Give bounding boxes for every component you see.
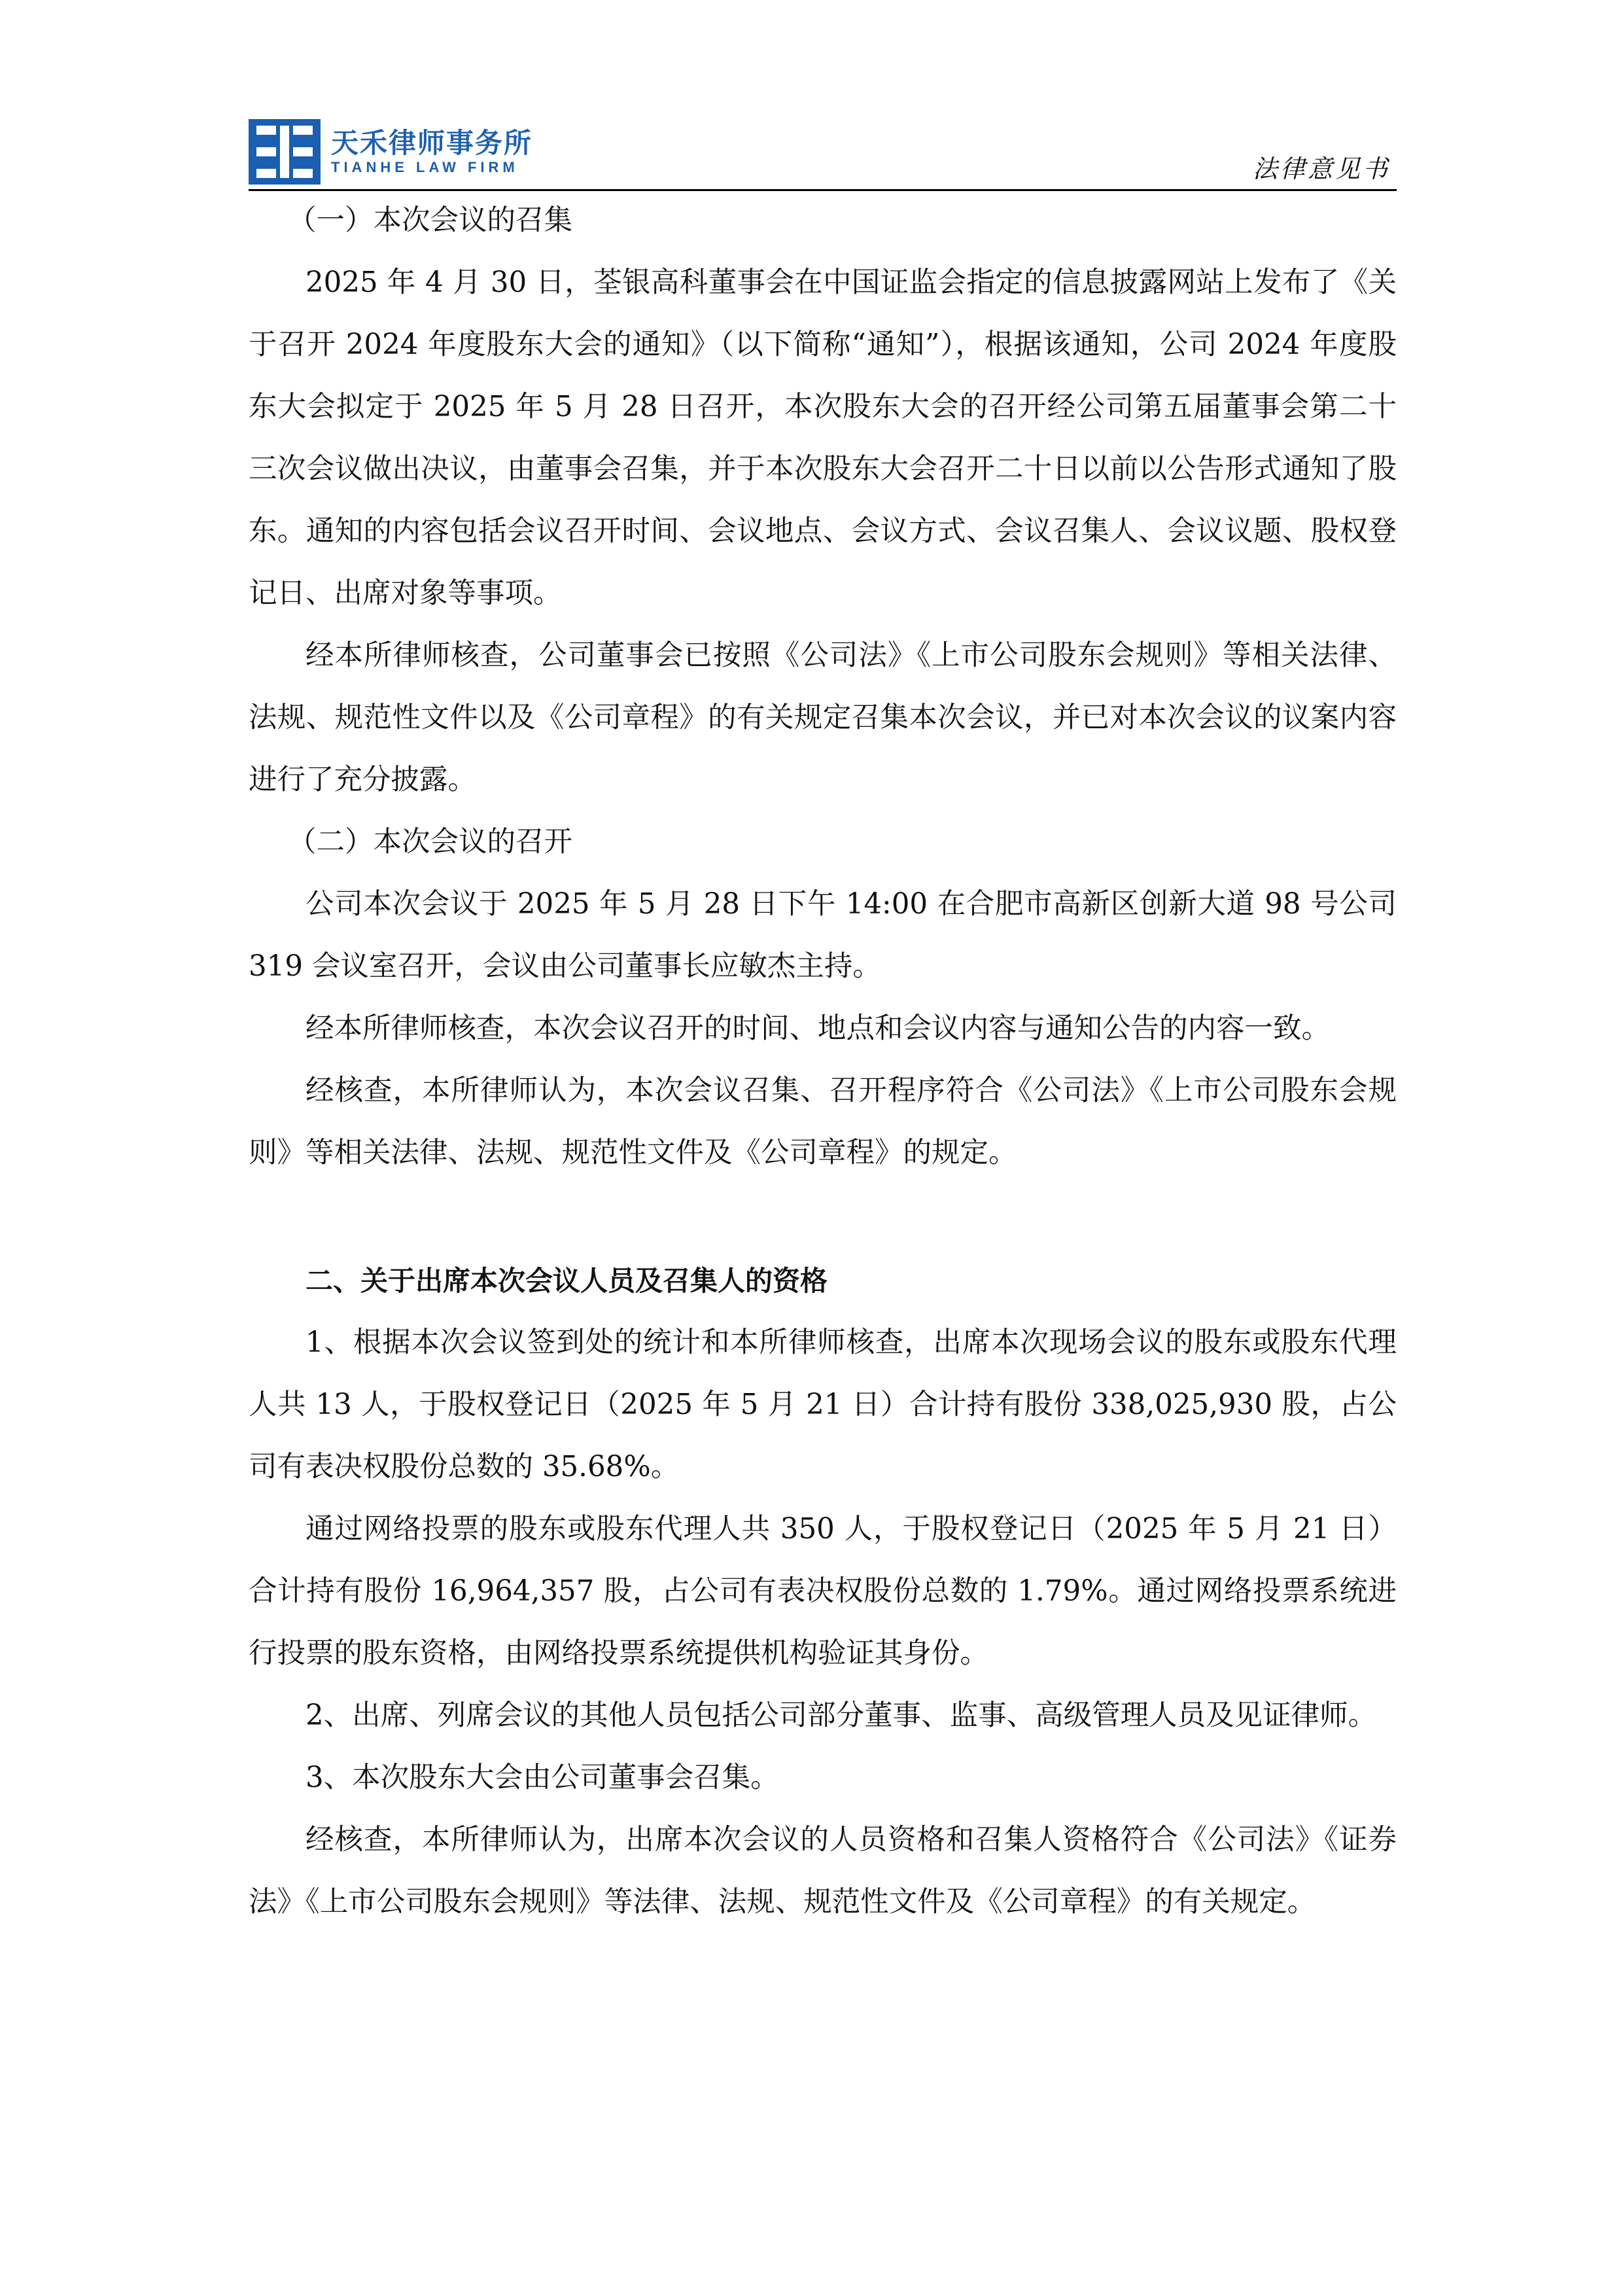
paragraph: 公司本次会议于 2025 年 5 月 28 日下午 14:00 在合肥市高新区创新大道 98 号公司 319 会议室召开，会议由公司董事长应敏杰主持。 bbox=[249, 888, 1397, 983]
paragraph: 经本所律师核查，公司董事会已按照《公司法》《上市公司股东会规则》等相关法律、法规、规范性文件以及《公司章程》的有关规定召集本次会议，并已对本次会议的议案内容进行了充分披露。 bbox=[249, 639, 1397, 796]
firm-logo-icon bbox=[249, 119, 321, 185]
paragraph: 2、出席、列席会议的其他人员包括公司部分董事、监事、高级管理人员及见证律师。 bbox=[305, 1699, 1377, 1732]
paragraph: 经本所律师核查，本次会议召开的时间、地点和会议内容与通知公告的内容一致。 bbox=[305, 1012, 1330, 1045]
firm-logo bbox=[249, 119, 532, 185]
document-body bbox=[249, 190, 1397, 1934]
section-1-1-title: （一）本次会议的召集 bbox=[288, 204, 572, 237]
paragraph: 通过网络投票的股东或股东代理人共 350 人，于股权登记日（2025 年 5 月 21 日）合计持有股份 16,964,357 股，占公司有表决权股份总数的 1.79%。通过网络投票系统进行投票的股东资格，由网络投票系统提供机构验证其身份。 bbox=[249, 1513, 1397, 1670]
page-header bbox=[249, 111, 1397, 191]
paragraph: 3、本次股东大会由公司董事会召集。 bbox=[305, 1761, 779, 1794]
section-1-conclusion: 经核查，本所律师认为，本次会议召集、召开程序符合《公司法》《上市公司股东会规则》等相关法律、法规、规范性文件及《公司章程》的规定。 bbox=[249, 1074, 1397, 1169]
paragraph: 1、根据本次会议签到处的统计和本所律师核查，出席本次现场会议的股东或股东代理人共 13 人，于股权登记日（2025 年 5 月 21 日）合计持有股份 338,025,930 股，占公司有表决权股份总数的 35.68%。 bbox=[249, 1326, 1397, 1483]
section-2-conclusion: 经核查，本所律师认为，出席本次会议的人员资格和召集人资格符合《公司法》《证券法》《上市公司股东会规则》等法律、法规、规范性文件及《公司章程》的有关规定。 bbox=[249, 1824, 1397, 1918]
paragraph: 2025 年 4 月 30 日，荃银高科董事会在中国证监会指定的信息披露网站上发布了《关于召开 2024 年度股东大会的通知》（以下简称“通知”），根据该通知，公司 2024 年度股东大会拟定于 2025 年 5 月 28 日召开，本次股东大会的召开经公司第五届董事会第二十三次会议做出决议，由董事会召集，并于本次股东大会召开二十日以前以公告形式通知了股东。通知的内容包括会议召开时间、会议地点、会议方式、会议召集人、会议议题、股权登记日、出席对象等事项。 bbox=[249, 266, 1397, 610]
section-spacer bbox=[249, 1184, 1397, 1250]
section-1-2-title: （二）本次会议的召开 bbox=[288, 826, 572, 858]
logo-chinese-name: 天禾律师事务所 bbox=[331, 127, 533, 159]
document-type-label: 法律意见书 bbox=[1252, 154, 1390, 183]
section-2-heading: 二、关于出席本次会议人员及召集人的资格 bbox=[305, 1265, 828, 1297]
logo-english-name: TIANHE LAW FIRM bbox=[331, 159, 519, 175]
